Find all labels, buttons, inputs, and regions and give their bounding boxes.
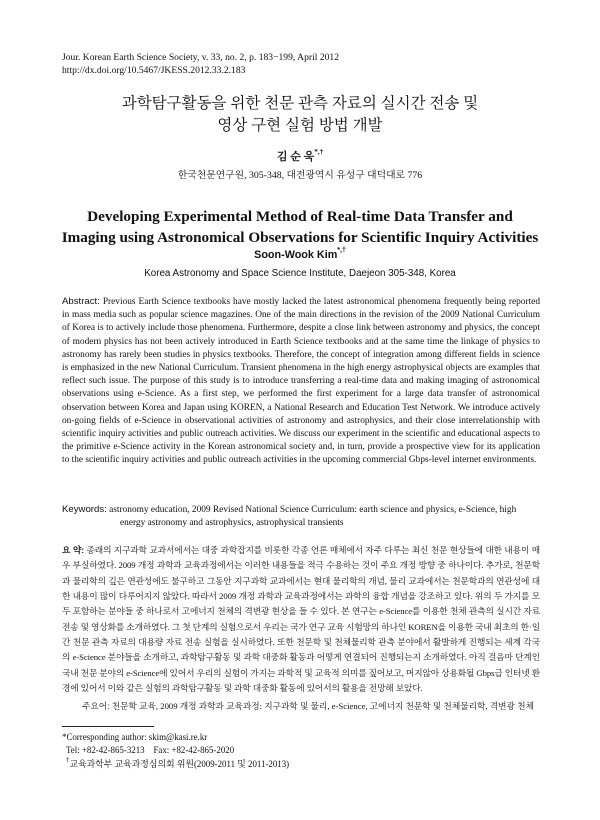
korean-keywords-label: 주요어: [82, 701, 110, 711]
english-affiliation: Korea Astronomy and Space Science Institute, Daejeon 305-348, Korea [144, 268, 456, 279]
dagger-footnote [62, 755, 290, 771]
english-abstract [62, 295, 540, 468]
english-author [0, 249, 600, 261]
korean-keywords-text: 천문학 교육, 2009 개정 과학과 교육과정: 지구과학 및 물리, e-Science, 고에너지 천문학 및 천체물리학, 격변광 천체 [111, 701, 534, 711]
footnotes [62, 731, 289, 771]
korean-abstract-text: 종래의 지구과학 교과서에서는 대중 과학잡지를 비롯한 각종 언론 매체에서 자주 다루는 최신 천문 현상들에 대한 내용이 매우 부실하였다. 2009 개정 과학과 교육과정에서는 이러한 내용들을 적극 수용하는 것이 주요 개정 방향 중 하나이다. 추가로, 천문학과 물리학의 깊은 연관성에도 불구하고 그동안 지구과학 교과에서는 현대 물리학의 개념, 물리 교과에서는 천문학과의 연관성에 대한 내용이 많이 다루어지지 않았다. 따라서 2009 개정 과학과 교육과정에서는 과학의 융합 개념을 강조하고 있다. 위의 두 가지를 모두 포함하는 분야들 중 하나로서 고에너지 천체의 격변광 현상을 들 수 있다. 본 연구는 e-Science를 이용한 천체 관측의 실시간 자료 전송 및 영상화를 소개하였다. 그 첫 단계의 실험으로서 우리는 국가 연구 교육 시험망의 하나인 KOREN을 이용한 국내 최초의 한·일간 천문 관측 자료의 대용량 자료 전송 실험을 실시하였다. 또한 천문학 및 천체물리학 관측 분야에서 활발하게 진행되는 세계 각국의 e-Science 분야들을 소개하고, 과학탐구활동 및 과학 대중화 활동과 어떻게 연결되어 진행되는지 소개하였다. 아직 걸음마 단계인 국내 천문 분야의 e-Science에 있어서 우리의 실험이 가지는 과학적 및 교육적 의미를 짚어보고, 머지않아 상용화될 Gbps급 인터넷 환경에 있어서 이와 같은 실험의 과학탐구활동 및 과학 대중화 활동에 있어서의 활용을 전망해 보았다. [62, 545, 540, 694]
corresponding-author-note: *Corresponding author: skim@kasi.re.kr [62, 732, 208, 742]
contact-note: Tel: +82-42-865-3213 Fax: +82-42-865-2020 [66, 745, 235, 756]
keywords-line-1: astronomy education, 2009 Revised National Science Curriculum: earth science and physics, e-Science, high [109, 505, 517, 515]
dagger-note: 교육과학부 교육과정심의회 위원(2009-2011 및 2011-2013) [69, 758, 290, 769]
abstract-text: Previous Earth Science textbooks have mostly lacked the latest astronomical phenomena frequently being reported in mass media such as popular science magazines. One of the main directions in the revision of the 2009 National Curriculum of Korea is to actively include those phenomena. Furthermore, despite a close link between astronomy and physics, the concept of modern physics has not been actively introduced in Earth Science textbooks and at the same time the linkage of physics to astronomy has rarely been studies in physics textbooks. Therefore, the concept of integration among different fields in science is emphasized in the new National Curriculum. Transient phenomena in the high energy astrophysical objects are examples that reflect such issue. The purpose of this study is to introduce transferring a real-time data and making imaging of astronomical observations using e-Science. As a first step, we performed the first experiment for a large data transfer of astronomical observation between Korea and Japan using KOREN, a National Research and Education Test Network. We introduce actively on-going fields of e-Science in observational activities of astronomy and astrophysics, and their close interrelationship with scientific inquiry activities and public outreach activities. We discuss our experiment in the scientific and educational aspects to the primitive e-Science activity in the Korean astronomical society and, in turn, provide a prospective view for its application to the scientific inquiry activities and public outreach activities in the upcoming commercial Gbps-level internet environments. [62, 297, 540, 466]
journal-citation: Jour. Korean Earth Science Society, v. 33, no. 2, p. 183−199, April 2012 [62, 52, 340, 63]
abstract-label: Abstract: [62, 296, 100, 307]
korean-author-name: 김 순 욱 [276, 151, 315, 163]
keywords-line-2: energy astronomy and astrophysics, astrophysical transients [120, 518, 344, 529]
english-title-line-1: Developing Experimental Method of Real-time Data Transfer and [87, 208, 513, 225]
korean-keywords [62, 700, 540, 713]
korean-affiliation: 한국천문연구원, 305-348, 대전광역시 유성구 대덕대로 776 [177, 170, 423, 181]
doi-link[interactable]: http://dx.doi.org/10.5467/JKESS.2012.33.2.183 [62, 65, 246, 76]
korean-title-line-2: 영상 구현 실험 방법 개발 [217, 117, 383, 134]
korean-author [0, 148, 600, 164]
english-author-name: Soon-Wook Kim [254, 249, 338, 261]
english-title [0, 206, 600, 248]
dagger-mark: † [66, 755, 70, 764]
korean-abstract [62, 543, 540, 696]
footnote-divider [62, 726, 154, 727]
english-title-line-2: Imaging using Astronomical Observations for Scientific Inquiry Activities [61, 229, 539, 246]
korean-abstract-label: 요 약: [62, 545, 85, 555]
korean-title-line-1: 과학탐구활동을 위한 천문 관측 자료의 실시간 전송 및 [121, 95, 479, 112]
journal-header [62, 51, 339, 77]
keywords-label: Keywords: [62, 504, 107, 515]
korean-title [0, 93, 600, 137]
english-author-marks: *,† [337, 247, 346, 255]
english-keywords [62, 503, 540, 530]
korean-author-marks: *,† [314, 148, 324, 157]
